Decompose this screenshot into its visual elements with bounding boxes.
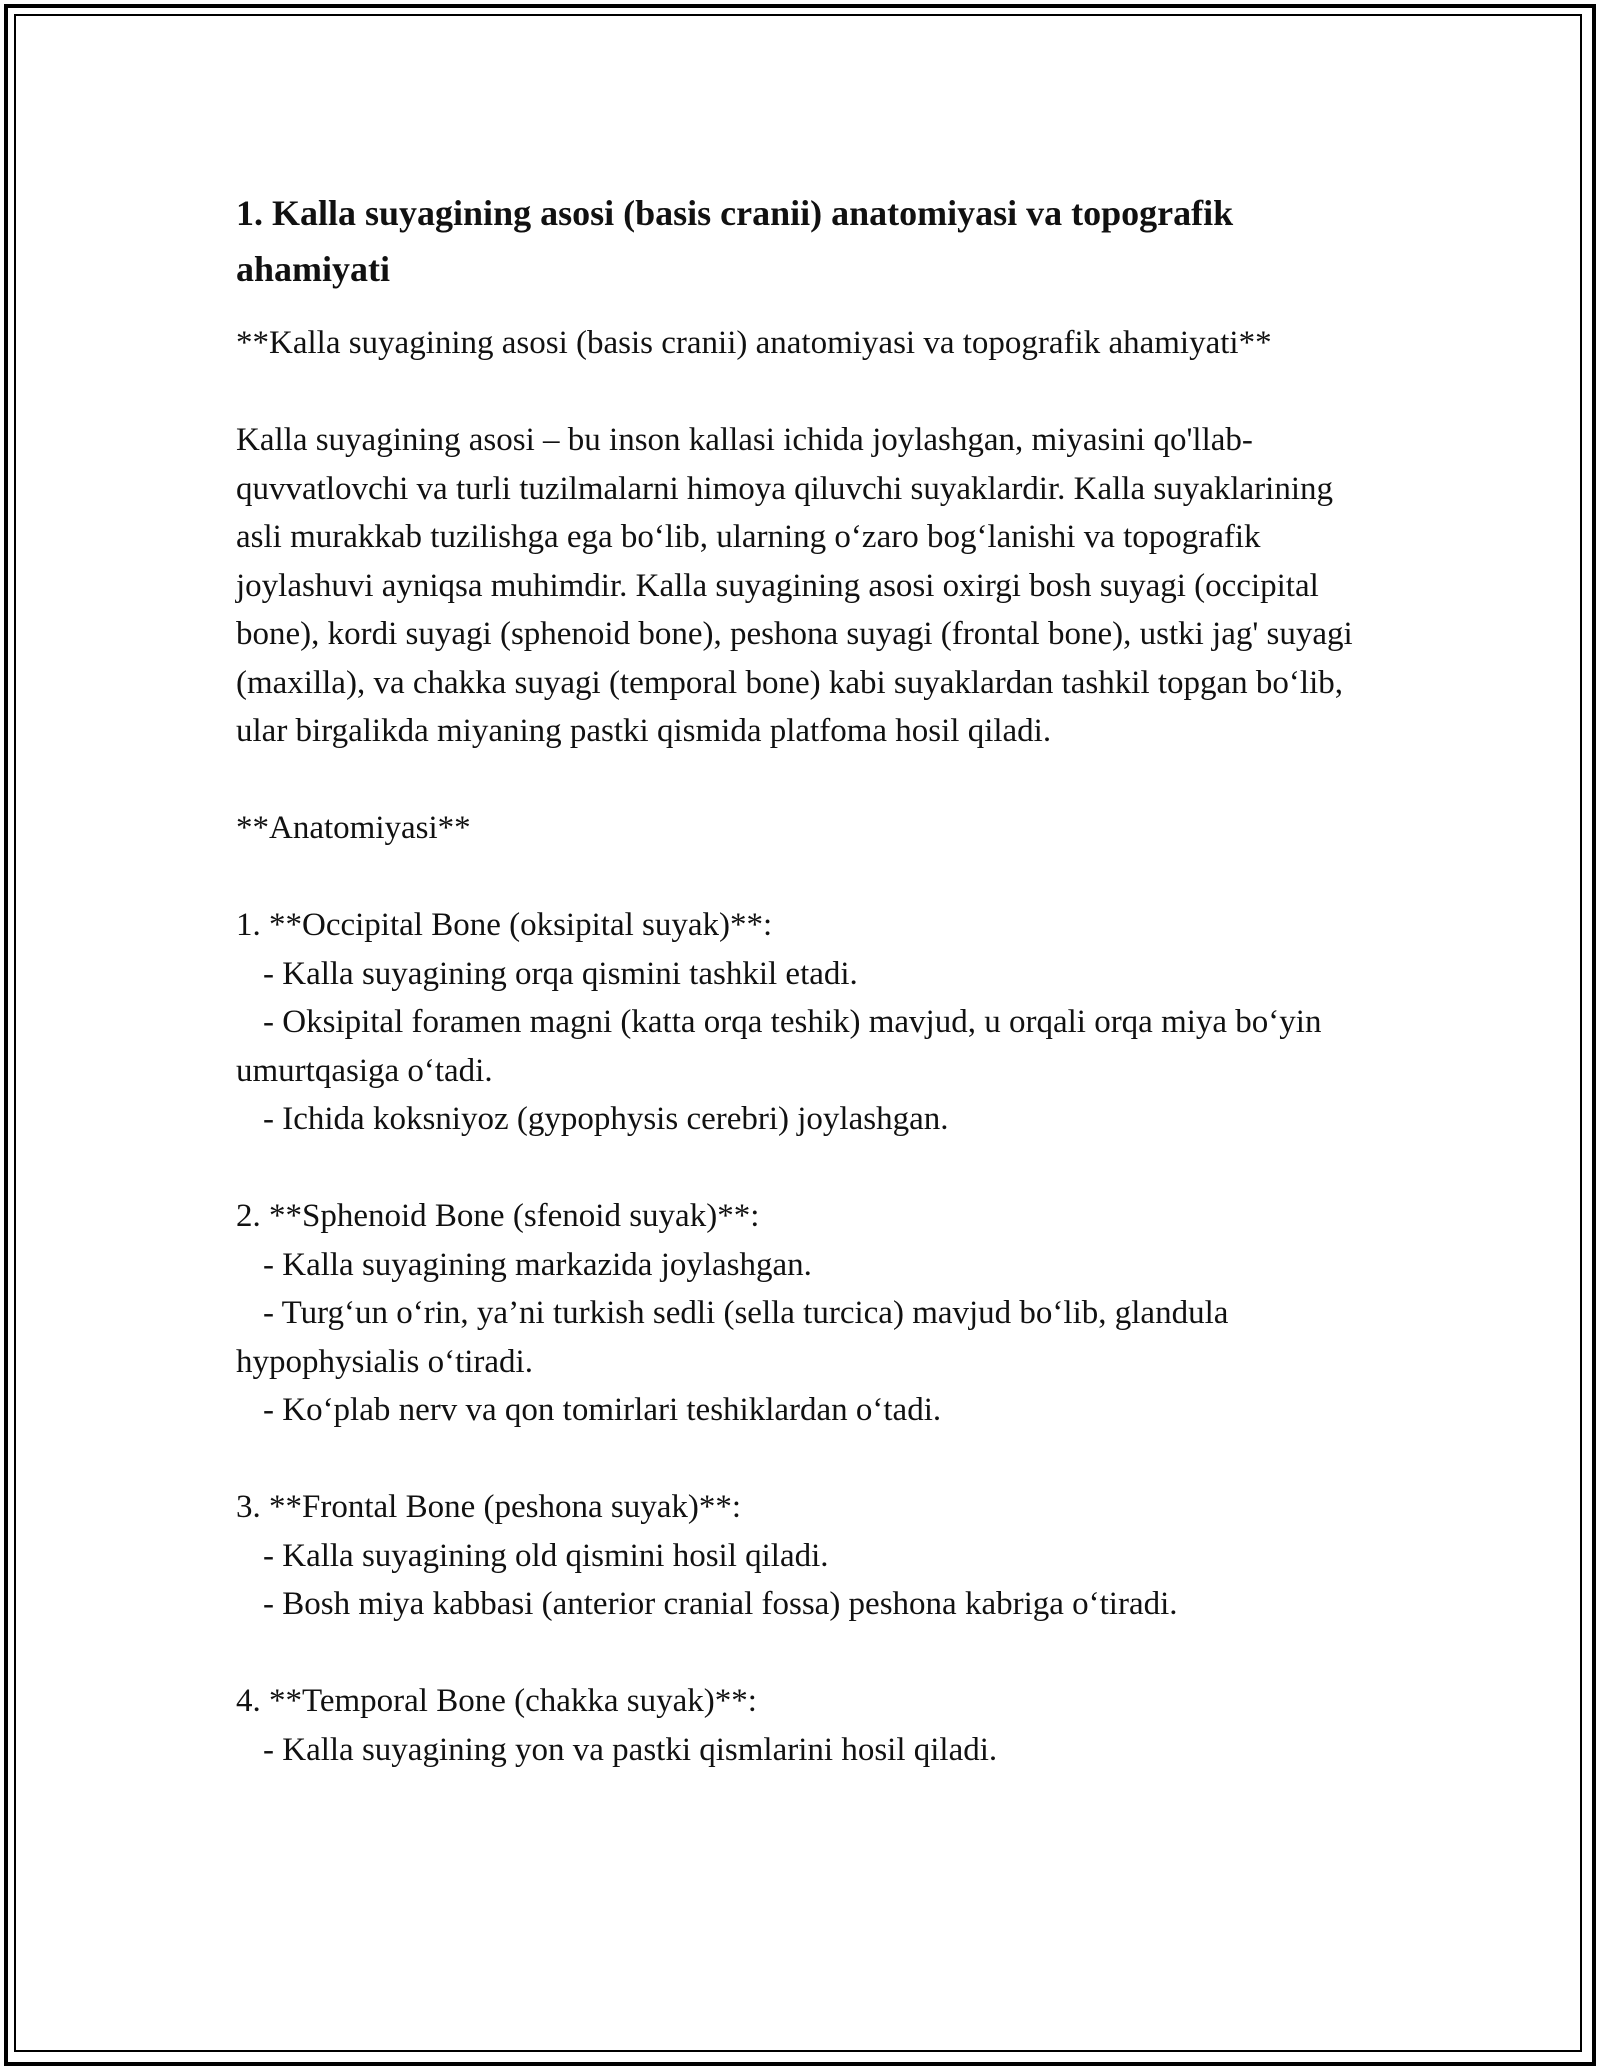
list-item-bullet: - Ko‘plab nerv va qon tomirlari teshiklardan o‘tadi. — [263, 1392, 942, 1428]
spacer — [236, 1435, 1376, 1484]
intro-paragraph: Kalla suyagining asosi – bu inson kallasi ichida joylashgan, miyasini qo'llab-quvvatlovchi va turli tuzilmalarni himoya qiluvchi suyaklardir. Kalla suyaklarining asli murakkab tuzilishga ega bo‘lib, ularning o‘zaro bog‘lanishi va topografik joylashuvi ayniqsa muhimdir. Kalla suyagining asosi oxirgi bosh suyagi (occipital bone), kordi suyagi (sphenoid bone), peshona suyagi (frontal bone), ustki jag' suyagi (maxilla), va chakka suyagi (temporal bone) kabi suyaklardan tashkil topgan bo‘lib, ular birgalikda miyaning pastki qismida platfoma hosil qiladi. — [236, 422, 1361, 749]
list-item-bullet: - Kalla suyagining markazida joylashgan. — [263, 1246, 812, 1283]
list-item-bullet: - Bosh miya kabbasi (anterior cranial fossa) peshona kabriga o‘tiradi. — [263, 1586, 1178, 1622]
document-body — [236, 185, 1376, 1774]
list-item — [236, 901, 1376, 1144]
list-item-bullet: - Turg‘un o‘rin, ya’ni turkish sedli (sella turcica) mavjud bo‘lib, glandula hypophysialis o‘tiradi. — [236, 1295, 1229, 1380]
list-item-bullet: - Oksipital foramen magni (katta orqa teshik) mavjud, u orqali orqa miya bo‘yin umurtqasiga o‘tadi. — [236, 1004, 1322, 1089]
list-item-title: 4. **Temporal Bone (chakka suyak)**: — [236, 1683, 757, 1719]
list-item-title: 1. **Occipital Bone (oksipital suyak)**: — [236, 907, 773, 943]
section-title: **Anatomiyasi** — [236, 810, 471, 846]
list-item-bullet: - Ichida koksniyoz (gypophysis cerebri) joylashgan. — [263, 1101, 949, 1137]
spacer — [236, 1144, 1376, 1193]
list-item-title: 2. **Sphenoid Bone (sfenoid suyak)**: — [236, 1198, 760, 1234]
list-item-bullet: - Kalla suyagining orqa qismini tashkil etadi. — [263, 955, 858, 992]
document-heading: 1. Kalla suyagining asosi (basis cranii) anatomiyasi va topografik ahamiyati — [236, 193, 1234, 289]
list-item — [236, 1192, 1376, 1435]
spacer — [236, 853, 1376, 902]
spacer — [236, 1629, 1376, 1678]
list-item — [236, 1677, 1376, 1774]
list-item-title: 3. **Frontal Bone (peshona suyak)**: — [236, 1489, 742, 1525]
list-item — [236, 1483, 1376, 1629]
spacer — [236, 368, 1376, 417]
document-subtitle: **Kalla suyagining asosi (basis cranii) anatomiyasi va topografik ahamiyati** — [236, 325, 1272, 361]
list-item-bullet: - Kalla suyagining old qismini hosil qiladi. — [263, 1537, 829, 1574]
list-item-bullet: - Kalla suyagining yon va pastki qismlarini hosil qiladi. — [263, 1731, 998, 1768]
spacer — [236, 756, 1376, 805]
